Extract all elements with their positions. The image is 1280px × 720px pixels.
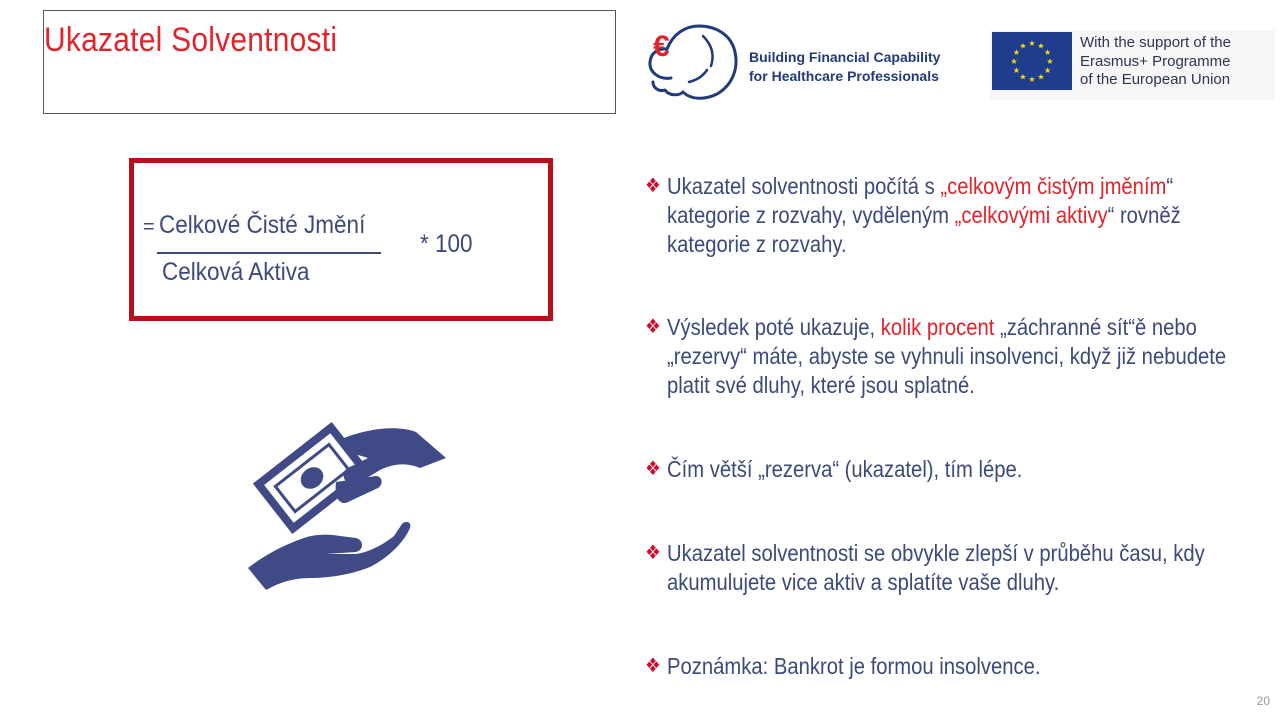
erasmus-line-2: Erasmus+ Programme	[1080, 52, 1231, 70]
hand-receiving-money-icon	[244, 418, 450, 590]
text-segment: inancial	[817, 49, 874, 65]
bullet-item-4	[645, 539, 1252, 597]
bullet-text	[645, 172, 1252, 259]
eu-star-icon: ★	[1037, 72, 1045, 82]
erasmus-text	[1080, 34, 1231, 90]
eu-star-icon: ★	[1028, 75, 1036, 84]
bullet-marker-icon: ❖	[645, 542, 661, 564]
bullet-item-5	[645, 652, 1252, 681]
eu-star-icon: ★	[1028, 39, 1036, 48]
highlighted-text: B	[749, 49, 760, 65]
bfc-logo-text	[749, 48, 940, 86]
erasmus-logo	[990, 30, 1275, 100]
bullet-marker-icon: ❖	[645, 458, 661, 480]
bullet-marker-icon: ❖	[645, 655, 661, 677]
text-segment: Poznámka: Bankrot je formou insolvence.	[667, 653, 1041, 679]
text-segment: ealthcare	[781, 68, 848, 84]
eu-star-icon: ★	[1012, 48, 1020, 57]
eu-star-icon: ★	[1010, 57, 1018, 66]
title-box	[43, 10, 616, 114]
fraction-line	[157, 252, 381, 254]
text-segment: apability	[883, 49, 941, 65]
erasmus-line-1: With the support of the	[1080, 34, 1231, 51]
text-segment: for	[749, 68, 772, 84]
formula-numerator: Celkové Čisté Jmění	[159, 211, 366, 239]
eu-star-icon: ★	[1044, 48, 1052, 57]
flexed-arm-icon	[645, 22, 745, 104]
text-segment: „záchranné sít“ě nebo „rezervy“ máte, abyste se vyhnuli insolvenci, když již nebudete platit své dluhy, které jsou splatné.	[667, 314, 1227, 398]
highlighted-text: F	[808, 49, 818, 65]
highlighted-text: „celkovými aktivy	[954, 202, 1108, 228]
text-segment: “ rovněž kategorie z rozvahy.	[667, 202, 1181, 257]
highlighted-text: „celkovým čistým jměním	[940, 173, 1167, 199]
bullet-marker-icon: ❖	[645, 316, 661, 338]
bullet-text	[645, 652, 1252, 681]
highlighted-text: P	[847, 68, 857, 84]
bfc-euro-symbol: €	[653, 30, 670, 63]
page-number: 20	[1256, 694, 1270, 708]
text-segment: Čím větší „rezerva“ (ukazatel), tím lépe.	[667, 456, 1023, 482]
text-segment: rofessionals	[856, 68, 939, 84]
bullet-text	[645, 539, 1252, 597]
eu-star-icon: ★	[1037, 41, 1045, 51]
bfc-line-2	[749, 67, 940, 86]
erasmus-line-3: of the European Union	[1080, 71, 1231, 88]
eu-star-icon: ★	[1019, 72, 1027, 82]
bfc-line-1	[749, 48, 940, 67]
bullet-item-3	[645, 455, 1252, 484]
eu-star-icon: ★	[1019, 41, 1027, 51]
eu-star-icon: ★	[1046, 57, 1054, 66]
bfc-logo	[645, 22, 955, 104]
bullet-marker-icon: ❖	[645, 175, 661, 197]
formula-denominator: Celková Aktiva	[162, 258, 310, 286]
bullet-item-1	[645, 172, 1252, 259]
text-segment: Ukazatel solventnosti počítá s	[667, 173, 941, 199]
bullet-item-2	[645, 313, 1252, 400]
eu-star-icon: ★	[1044, 66, 1052, 75]
eu-star-icon: ★	[1012, 66, 1020, 75]
text-segment: “ kategorie z rozvahy, vyděleným	[667, 173, 1174, 228]
bullet-text	[645, 455, 1252, 484]
highlighted-text: C	[873, 49, 884, 65]
eu-flag-icon	[992, 32, 1072, 90]
slide-title: Ukazatel Solventnosti	[44, 21, 338, 59]
highlighted-text: H	[771, 68, 782, 84]
formula-box	[129, 158, 553, 321]
text-segment: Ukazatel solventnosti se obvykle zlepší v průběhu času, kdy akumulujete vice aktiv a splatíte vaše dluhy.	[667, 540, 1205, 595]
highlighted-text: kolik procent	[880, 314, 995, 340]
formula-equals: =	[143, 216, 155, 238]
bullet-text	[645, 313, 1252, 400]
text-segment: uilding	[759, 49, 809, 65]
text-segment: Výsledek poté ukazuje,	[667, 314, 881, 340]
formula-multiplier: * 100	[420, 230, 473, 258]
